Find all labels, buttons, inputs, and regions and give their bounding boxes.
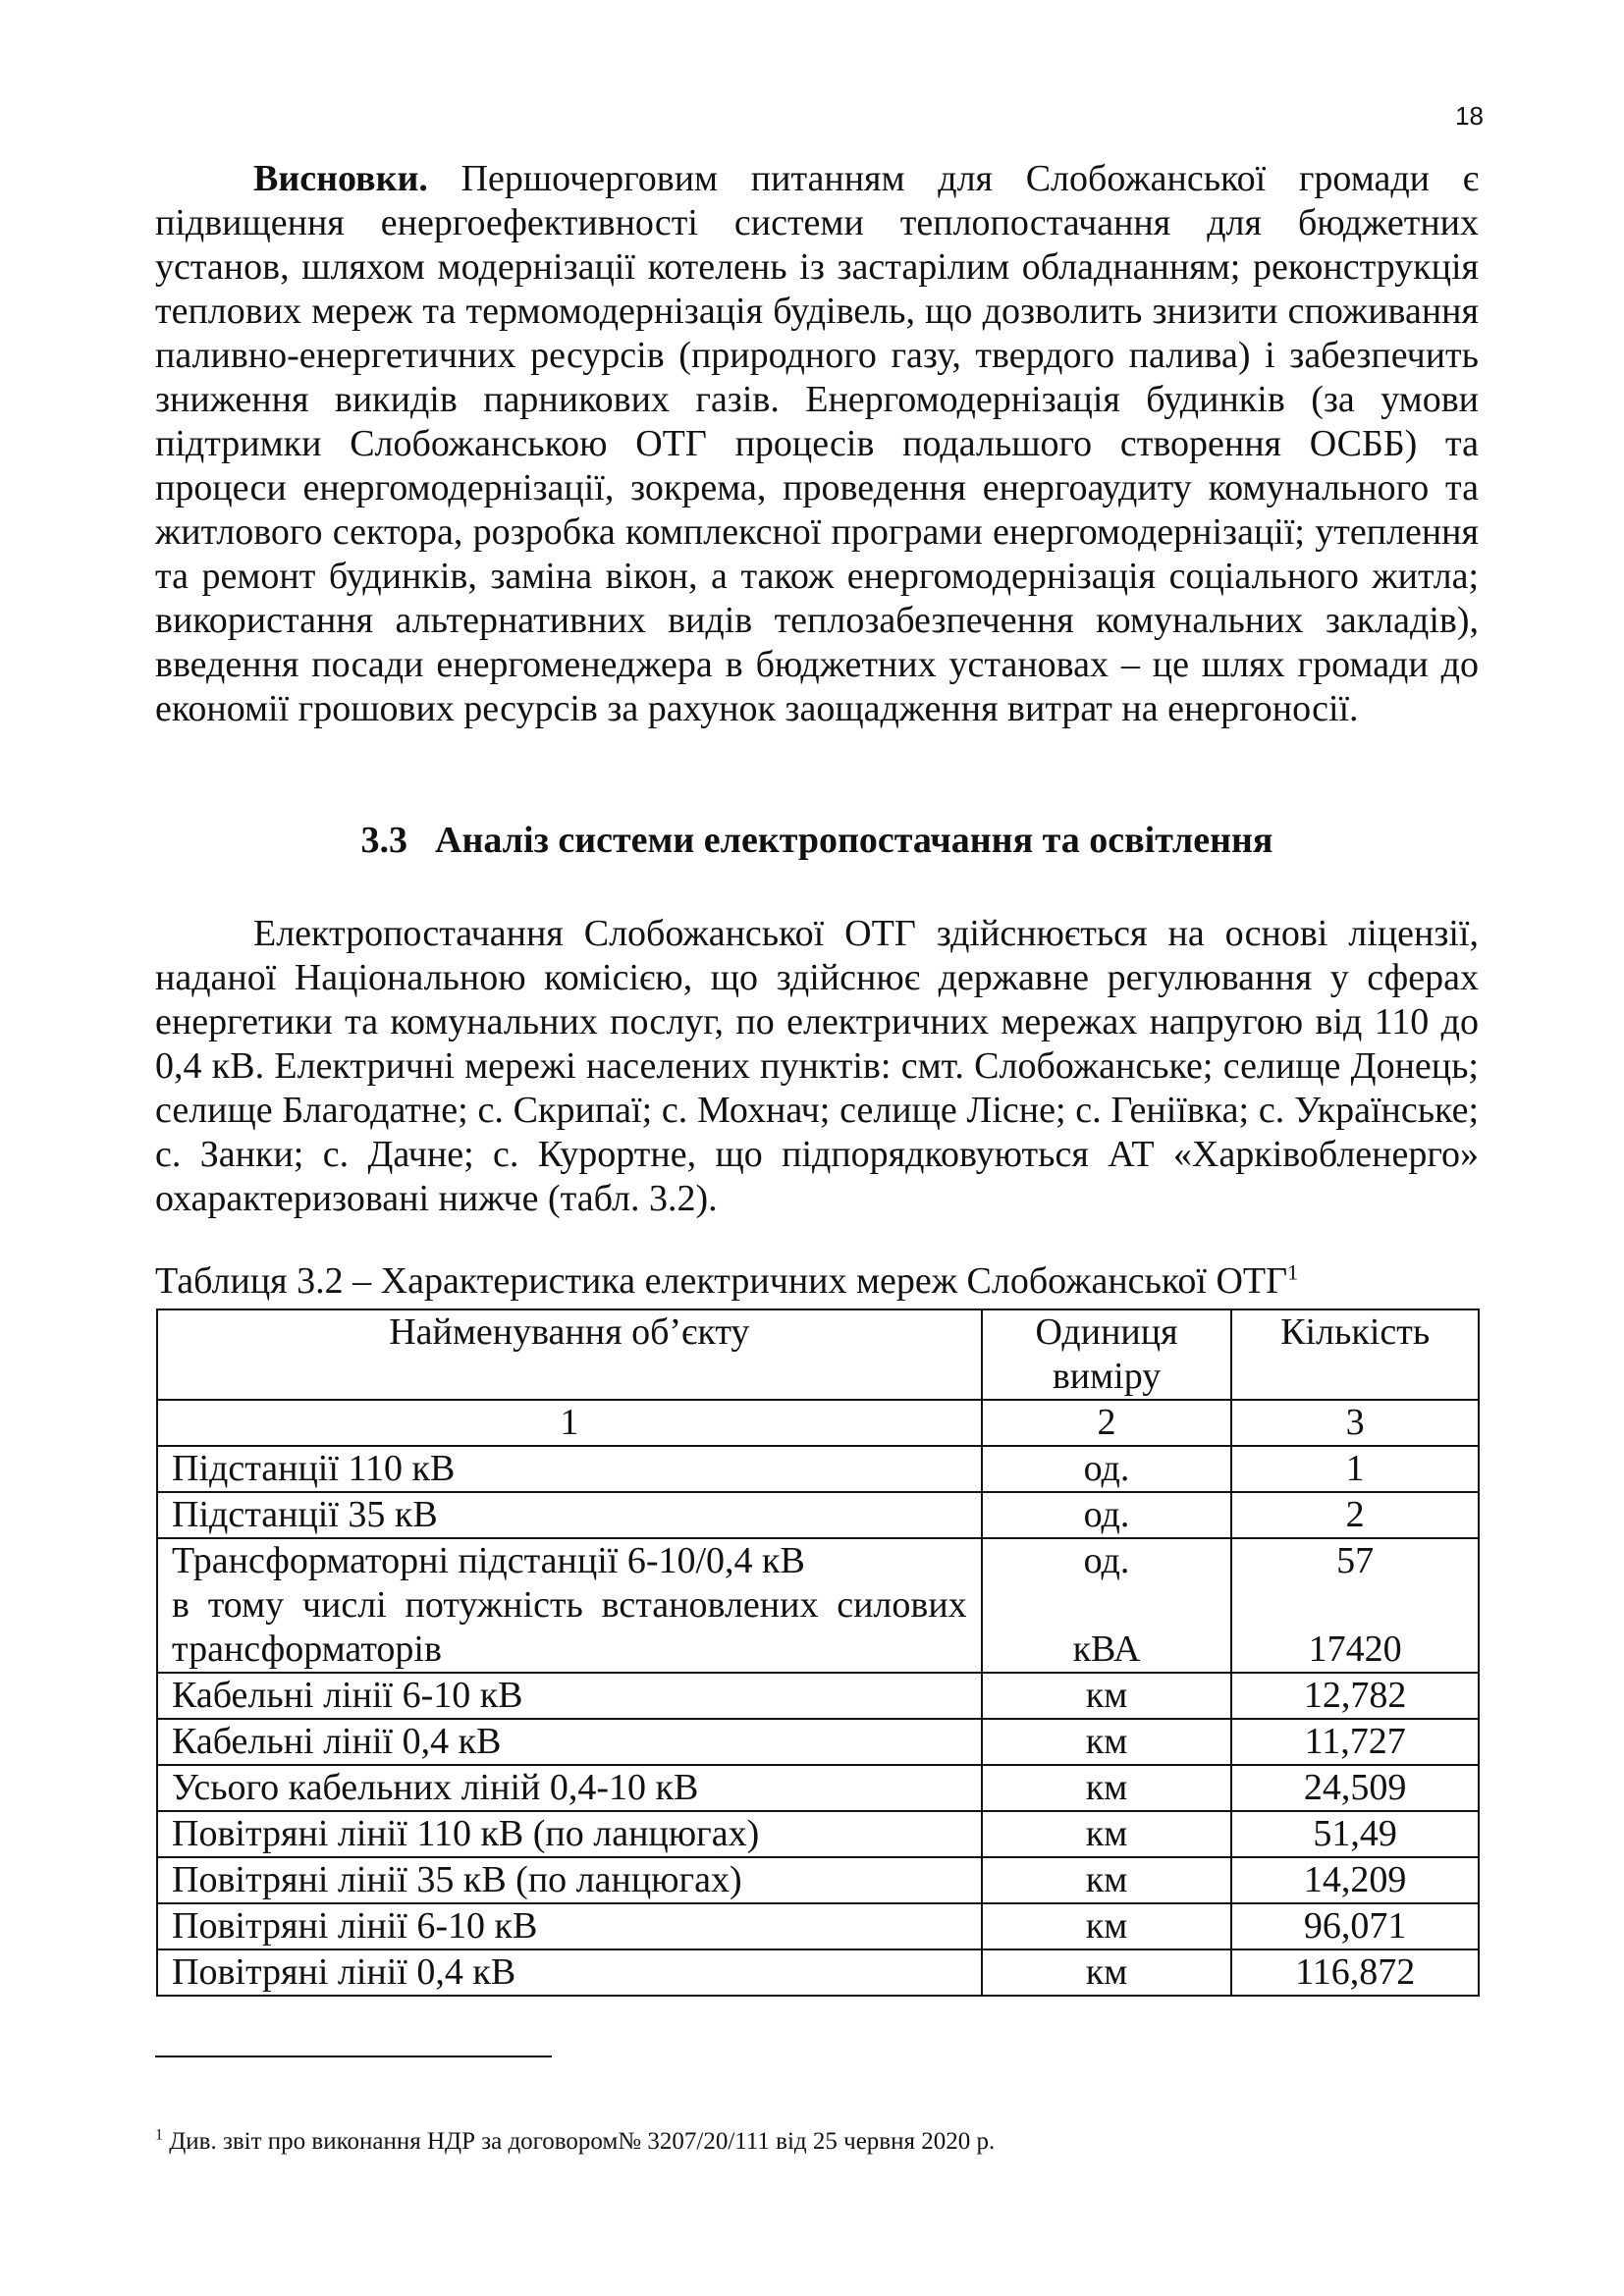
- column-number-3: 3: [1231, 1400, 1479, 1446]
- row-qty: 24,509: [1231, 1765, 1479, 1811]
- row-name: Кабельні лінії 0,4 кВ: [157, 1719, 982, 1765]
- section-heading: [155, 819, 1479, 863]
- row-qty: [1231, 1538, 1479, 1673]
- header-name: Найменування об’єкту: [157, 1309, 982, 1400]
- conclusions-paragraph: [155, 157, 1479, 731]
- transformer-qty-line1: 57: [1336, 1540, 1375, 1581]
- electric-networks-table: [156, 1308, 1480, 1997]
- row-name: Усього кабельних ліній 0,4-10 кВ: [157, 1765, 982, 1811]
- column-numbers-row: [157, 1400, 1479, 1446]
- section-number: 3.3: [360, 820, 408, 861]
- row-name: Повітряні лінії 0,4 кВ: [157, 1949, 982, 1996]
- row-qty: 14,209: [1231, 1857, 1479, 1903]
- row-unit: од.: [982, 1492, 1232, 1538]
- row-qty: 11,727: [1231, 1719, 1479, 1765]
- footnote-text: Див. звіт про виконання НДР за договором№ 3207/20/111 від 25 червня 2020 р.: [169, 2128, 996, 2155]
- header-unit-line2: виміру: [1052, 1356, 1162, 1397]
- row-qty: 12,782: [1231, 1673, 1479, 1719]
- table-row-transformers: [157, 1538, 1479, 1673]
- header-unit-line1: Одиниця: [1035, 1311, 1178, 1353]
- footnote-marker: 1: [155, 2126, 163, 2144]
- row-qty: 116,872: [1231, 1949, 1479, 1996]
- table-row: [157, 1903, 1479, 1949]
- transformer-unit-line3: кВА: [1072, 1629, 1141, 1670]
- table-row: [157, 1446, 1479, 1492]
- row-unit: км: [982, 1673, 1232, 1719]
- conclusions-lead: Висновки.: [253, 158, 428, 199]
- row-name: Повітряні лінії 6-10 кВ: [157, 1903, 982, 1949]
- table-row: [157, 1811, 1479, 1857]
- row-qty: 51,49: [1231, 1811, 1479, 1857]
- row-unit: км: [982, 1719, 1232, 1765]
- header-qty: Кількість: [1231, 1309, 1479, 1400]
- header-unit: [982, 1309, 1232, 1400]
- intro-paragraph: [155, 912, 1479, 1221]
- row-unit: од.: [982, 1446, 1232, 1492]
- transformer-name-line1: Трансформаторні підстанції 6-10/0,4 кВ: [172, 1540, 805, 1581]
- conclusions-text: Першочерговим питанням для Слобожанської громади є підвищення енергоефективності системи теплопостачання для бюджетних установ, шляхом модернізації котелень із застарілим обладнанням; реконструкція теплових мереж та термомодернізація будівель, що дозволить знизити споживання паливно-енергетичних ресурсів (природного газу, твердого палива) і забезпечить зниження викидів парникових газів. Енергомодернізація будинків (за умови підтримки Слобожанською ОТГ процесів подальшого створення ОСББ) та процеси енергомодернізації, зокрема, проведення енергоаудиту комунального та житлового сектора, розробка комплексної програми енергомодернізації; утеплення та ремонт будинків, заміна вікон, а також енергомодернізація соціального житла; використання альтернативних видів теплозабезпечення комунальних закладів), введення посади енергоменеджера в бюджетних установах – це шлях громади до економії грошових ресурсів за рахунок заощадження витрат на енергоносії.: [155, 158, 1480, 729]
- table-row: [157, 1492, 1479, 1538]
- table-caption: [155, 1259, 1298, 1304]
- column-number-1: 1: [157, 1400, 982, 1446]
- table-row: [157, 1949, 1479, 1996]
- row-qty: 1: [1231, 1446, 1479, 1492]
- row-name: Повітряні лінії 110 кВ (по ланцюгах): [157, 1811, 982, 1857]
- page-number: 18: [1455, 101, 1484, 131]
- row-name: Підстанції 110 кВ: [157, 1446, 982, 1492]
- intro-text: Електропостачання Слобожанської ОТГ здійснюється на основі ліцензії, наданої Національною комісією, що здійснює державне регулювання у сферах енергетики та комунальних послуг, по електричних мережах напругою від 110 до 0,4 кВ. Електричні мережі населених пунктів: смт. Слобожанське; селище Донець; селище Благодатне; с. Скрипаї; с. Мохнач; селище Лісне; с. Геніївка; с. Українське; с. Занки; с. Дачне; с. Курортне, що підпорядковуються АТ «Харківобленерго» охарактеризовані нижче (табл. 3.2).: [155, 913, 1479, 1219]
- row-qty: 2: [1231, 1492, 1479, 1538]
- row-name: [157, 1538, 982, 1673]
- transformer-qty-line3: 17420: [1308, 1629, 1402, 1670]
- row-unit: км: [982, 1765, 1232, 1811]
- table-caption-text: Таблиця 3.2 – Характеристика електричних мереж Слобожанської ОТГ: [155, 1260, 1288, 1302]
- row-unit: км: [982, 1903, 1232, 1949]
- footnote-separator: [155, 2056, 552, 2057]
- row-unit: км: [982, 1949, 1232, 1996]
- row-qty: 96,071: [1231, 1903, 1479, 1949]
- footnote: [155, 2126, 995, 2158]
- row-unit: км: [982, 1857, 1232, 1903]
- table-row: [157, 1719, 1479, 1765]
- section-title: Аналіз системи електропостачання та освітлення: [435, 820, 1273, 861]
- table-header-row: [157, 1309, 1479, 1400]
- row-name: Підстанції 35 кВ: [157, 1492, 982, 1538]
- transformer-unit-line1: од.: [1083, 1540, 1130, 1581]
- table-row: [157, 1765, 1479, 1811]
- table-row: [157, 1857, 1479, 1903]
- column-number-2: 2: [982, 1400, 1232, 1446]
- transformer-name-line3: трансформаторів: [172, 1629, 442, 1670]
- table-row: [157, 1673, 1479, 1719]
- row-unit: [982, 1538, 1232, 1673]
- table-caption-footnote-marker: 1: [1287, 1259, 1299, 1285]
- transformer-name-line2: в тому числі потужність встановлених силових: [172, 1584, 967, 1626]
- row-name: Повітряні лінії 35 кВ (по ланцюгах): [157, 1857, 982, 1903]
- row-unit: км: [982, 1811, 1232, 1857]
- row-name: Кабельні лінії 6-10 кВ: [157, 1673, 982, 1719]
